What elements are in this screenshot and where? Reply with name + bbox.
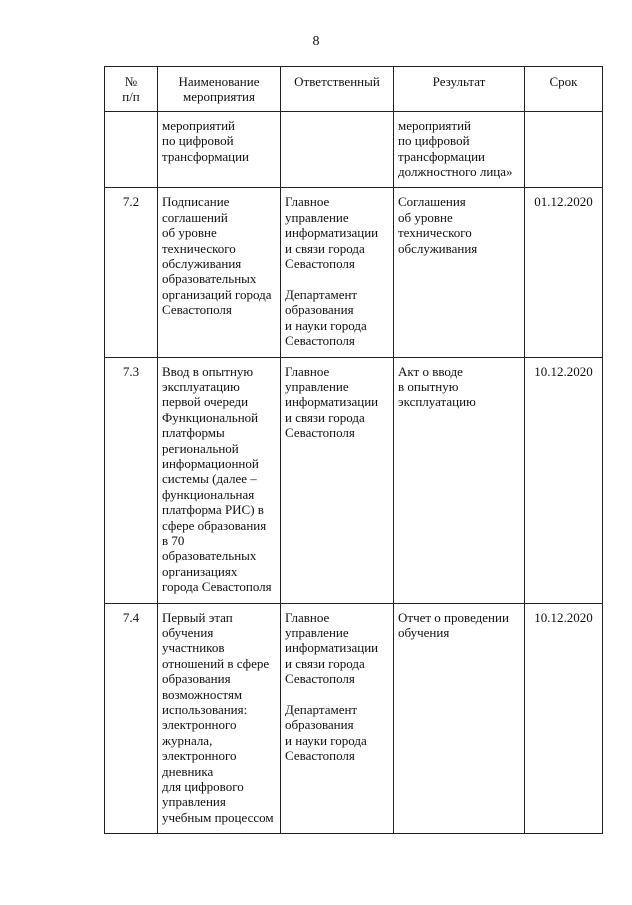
row-number: 7.2 [105,188,158,357]
row-number: 7.4 [105,603,158,834]
header-activity-name: Наименование мероприятия [158,67,281,112]
table-row [105,603,603,834]
header-deadline: Срок [525,67,603,112]
activity-result: Соглашения об уровне технического обслуживания [394,188,525,357]
table-row [105,188,603,357]
header-number: № п/п [105,67,158,112]
activity-deadline: 10.12.2020 [525,603,603,834]
page-number: 8 [312,34,320,49]
responsible-party: Главное управление информатизации и связи города Севастополя [281,357,394,603]
table-row [105,111,603,188]
table-header-row [105,67,603,112]
activity-deadline: 10.12.2020 [525,357,603,603]
activity-deadline [525,111,603,188]
table-row [105,357,603,603]
activity-result: Отчет о проведении обучения [394,603,525,834]
activities-table [104,66,603,834]
activity-deadline: 01.12.2020 [525,188,603,357]
header-responsible: Ответственный [281,67,394,112]
activity-name: Ввод в опытную эксплуатацию первой очереди Функциональной платформы региональной информационной системы (далее – функциональная платформа РИС) в сфере образования в 70 образовательных организациях города Севастополя [158,357,281,603]
header-result: Результат [394,67,525,112]
responsible-party [281,111,394,188]
activity-name: Подписание соглашений об уровне технического обслуживания образовательных организаций города Севастополя [158,188,281,357]
activity-name: Первый этап обучения участников отношений в сфере образования возможностям использования: электронного журнала, электронного дневника для цифрового управления учебным процессом [158,603,281,834]
activity-name: мероприятий по цифровой трансформации [158,111,281,188]
row-number: 7.3 [105,357,158,603]
row-number [105,111,158,188]
responsible-party: Главное управление информатизации и связи города Севастополя Департамент образования и науки города Севастополя [281,603,394,834]
activity-result: мероприятий по цифровой трансформации должностного лица» [394,111,525,188]
responsible-party: Главное управление информатизации и связи города Севастополя Департамент образования и науки города Севастополя [281,188,394,357]
activity-result: Акт о вводе в опытную эксплуатацию [394,357,525,603]
